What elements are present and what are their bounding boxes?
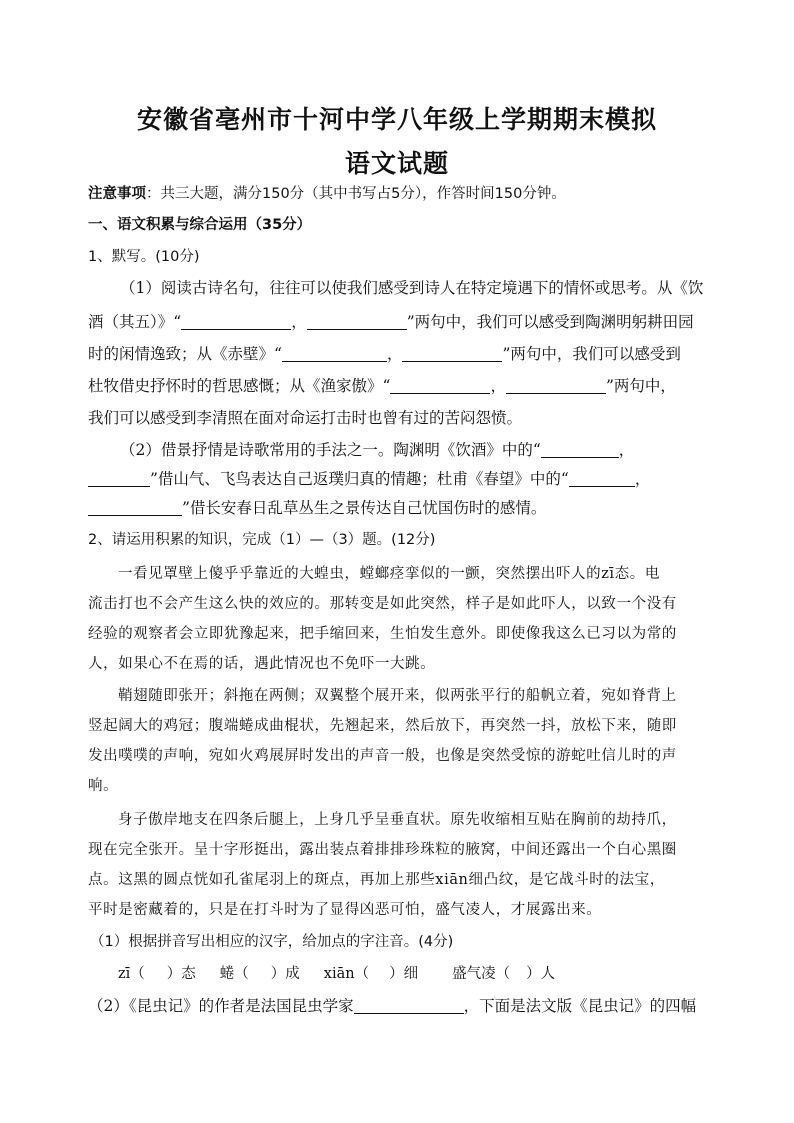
text-span: ， (634, 470, 651, 488)
q1-heading: 1、默写。(10分) (88, 249, 200, 265)
text-span: ， (490, 377, 506, 395)
q1-p2-line2 (88, 469, 650, 489)
pinyin-row (118, 964, 555, 984)
text-span: 酒（其五）》“ (88, 313, 182, 331)
q1-p1-line2 (88, 312, 694, 332)
q1-p1-line3 (88, 344, 681, 364)
text-span: 时的闲情逸致；从《赤壁》“ (88, 345, 282, 363)
passage-line: 一看见罩壁上傻乎乎靠近的大蝗虫，螳螂痉挛似的一颤，突然摆出吓人的zī态。电 (118, 566, 660, 582)
passage-line: 现在完全张开。呈十字形挺出，露出装点着排排珍珠粒的腋窝，中间还露出一个白心黑圈 (88, 842, 677, 858)
passage-line: 流击打也不会产生这么快的效应的。那转变是如此突然，样子是如此吓人，以致一个没有 (88, 596, 677, 612)
answer-blank[interactable] (181, 313, 291, 330)
text-span: ， (386, 345, 403, 363)
pinyin-item: 盛气凌（ (452, 966, 511, 982)
text-span: ”借长安春日乱草丛生之景传达自己忧国伤时的感情。 (182, 499, 547, 517)
answer-blank[interactable] (307, 313, 407, 330)
q2-sub1: （1）根据拼音写出相应的汉字，给加点的字注音。(4分) (90, 934, 454, 950)
text-span: ，下面是法文版《昆虫记》的四幅 (463, 997, 697, 1015)
exam-title-line2: 语文试题 (344, 149, 449, 178)
answer-blank[interactable] (390, 377, 490, 394)
answer-blank[interactable] (88, 470, 150, 487)
pinyin-item: ）细 (389, 966, 419, 982)
text-span: ， (291, 313, 307, 331)
pinyin-item: ）成 (270, 966, 300, 982)
q1-p1-line4 (88, 376, 676, 396)
passage-line: 竖起阔大的鸡冠；腹端蜷成曲棍状，先翘起来，然后放下，再突然一抖，放松下来，随即 (88, 718, 677, 734)
text-span: ”两句中，我们可以感受到 (502, 345, 681, 363)
text-span: ”两句中， (605, 377, 676, 395)
text-span: ， (618, 441, 635, 459)
pinyin-item: xiān（ (323, 966, 370, 982)
notice-label: 注意事项 (88, 186, 146, 202)
passage-line: 经验的观察者会立即犹豫起来，把手缩回来，生怕发生意外。即使像我这么已习以为常的 (88, 626, 677, 642)
answer-blank[interactable] (88, 499, 182, 516)
answer-blank[interactable] (282, 345, 387, 362)
exam-title-line1: 安徽省亳州市十河中学八年级上学期期末模拟 (136, 105, 657, 134)
q2-heading: 2、请运用积累的知识，完成（1）—（3）题。(12分) (88, 532, 436, 548)
passage-line: 点。这黑的圆点恍如孔雀尾羽上的斑点，再加上那些xiān细凸纹，是它战斗时的法宝， (88, 872, 665, 888)
passage-line: 平时是密藏着的，只是在打斗时为了显得凶恶可怕，盛气凌人，才展露出来。 (88, 902, 602, 918)
passage-line: 发出噗噗的声响，宛如火鸡展屏时发出的声音一般，也像是突然受惊的游蛇吐信儿时的声 (88, 748, 677, 764)
text-span: （2）《昆虫记》的作者是法国昆虫学家 (88, 997, 354, 1015)
passage-line: 人，如果心不在焉的话，遇此情况也不免吓一大跳。 (88, 656, 436, 672)
pinyin-item: 蜷（ (219, 966, 249, 982)
answer-blank[interactable] (506, 377, 606, 394)
q1-p1-line5: 我们可以感受到李清照在面对命运打击时也曾有过的苦闷怨愤。 (88, 409, 523, 427)
answer-blank[interactable] (569, 470, 635, 487)
text-span: ”借山气、飞鸟表达自己返璞归真的情趣；杜甫《春望》中的“ (150, 470, 569, 488)
pinyin-item: ）态 (166, 966, 196, 982)
text-span: 杜牧借史抒怀时的哲思感慨；从《渔家傲》“ (88, 377, 391, 395)
passage-line: 响。 (88, 778, 119, 794)
q1-p2-line3 (88, 498, 546, 518)
pinyin-item: ）人 (526, 966, 556, 982)
text-span: ”两句中，我们可以感受到陶渊明躬耕田园 (406, 313, 694, 331)
text-span: （2）借景抒情是诗歌常用的手法之一。陶渊明《饮酒》中的“ (120, 441, 541, 459)
notice-text: ：共三大题，满分150分（其中书写占5分），作答时间150分钟。 (146, 186, 566, 202)
answer-blank[interactable] (541, 441, 619, 458)
pinyin-item: zī（ (118, 966, 145, 982)
q1-p1-line1: （1）阅读古诗名句，往往可以使我们感受到诗人在特定境遇下的情怀或思考。从《饮 (120, 279, 704, 297)
q1-p2-line1 (120, 440, 634, 460)
q2-sub2 (88, 996, 696, 1016)
notice-line (88, 184, 566, 204)
answer-blank[interactable] (354, 997, 464, 1014)
passage-line: 身子傲岸地支在四条后腿上，上身几乎呈垂直状。原先收缩相互贴在胸前的劫持爪， (118, 812, 677, 828)
passage-line: 鞘翅随即张开；斜拖在两侧；双翼整个展开来，似两张平行的船帆立着，宛如脊背上 (118, 688, 677, 704)
answer-blank[interactable] (402, 345, 502, 362)
section1-heading: 一、语文积累与综合运用（35分） (88, 217, 312, 233)
